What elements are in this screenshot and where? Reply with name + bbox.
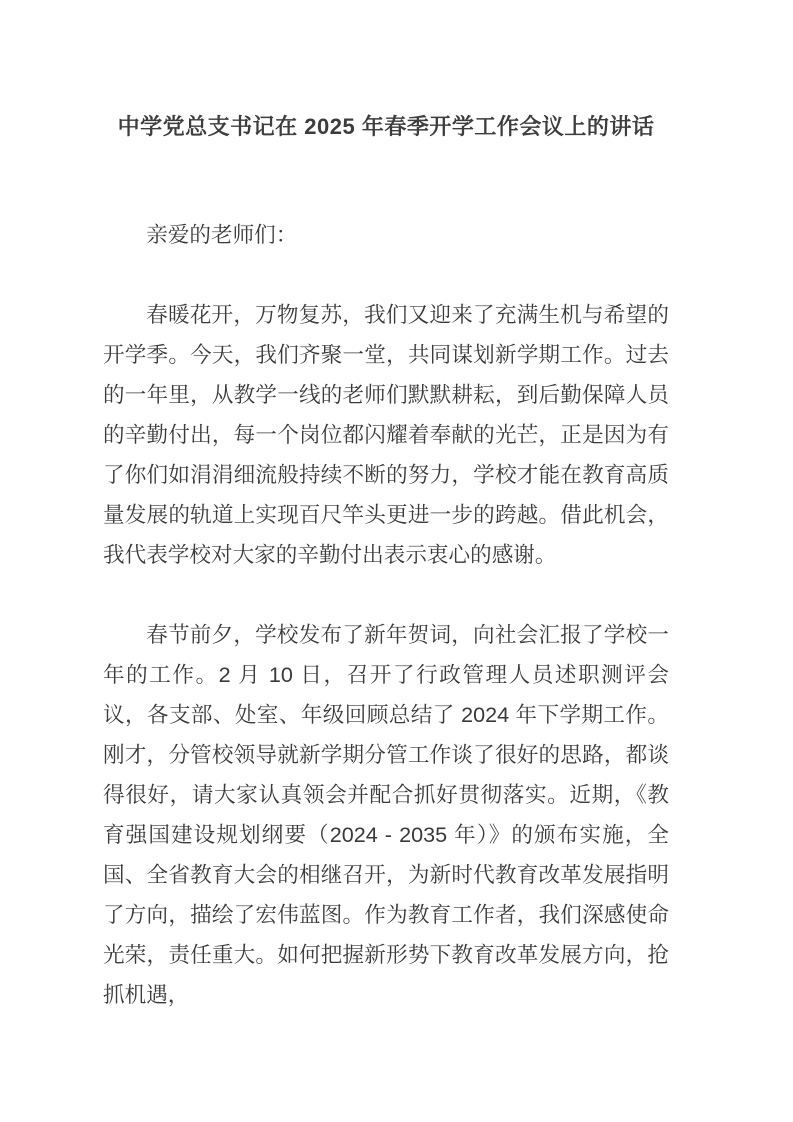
paragraph-opening: 春暖花开，万物复苏，我们又迎来了充满生机与希望的开学季。今天，我们齐聚一堂，共同谋划新学期工作。过去的一年里，从教学一线的老师们默默耕耘，到后勤保障人员的辛勤付出，每一个岗位都闪耀着奉献的光芒，正是因为有了你们如涓涓细流般持续不断的努力，学校才能在教育高质量发展的轨道上实现百尺竿头更进一步的跨越。借此机会，我代表学校对大家的辛勤付出表示衷心的感谢。 — [103, 302, 669, 567]
paragraph-review: 春节前夕，学校发布了新年贺词，向社会汇报了学校一年的工作。2 月 10 日，召开了行政管理人员述职测评会议，各支部、处室、年级回顾总结了 2024 年下学期工作。刚才，分管校领导就新学期分管工作谈了很好的思路，都谈得很好，请大家认真领会并配合抓好贯彻落实。近期，《教育强国建设规划纲要（2024 - 2035 年）》的颁布实施，全国、全省教育大会的相继召开，为新时代教育改革发展指明了方向，描绘了宏伟蓝图。作为教育工作者，我们深感使命光荣，责任重大。如何把握新形势下教育改革发展方向，抢抓机遇， — [103, 622, 669, 1007]
salutation-line: 亲爱的老师们： — [146, 222, 298, 247]
document-title: 中学党总支书记在 2025 年春季开学工作会议上的讲话 — [117, 114, 655, 139]
